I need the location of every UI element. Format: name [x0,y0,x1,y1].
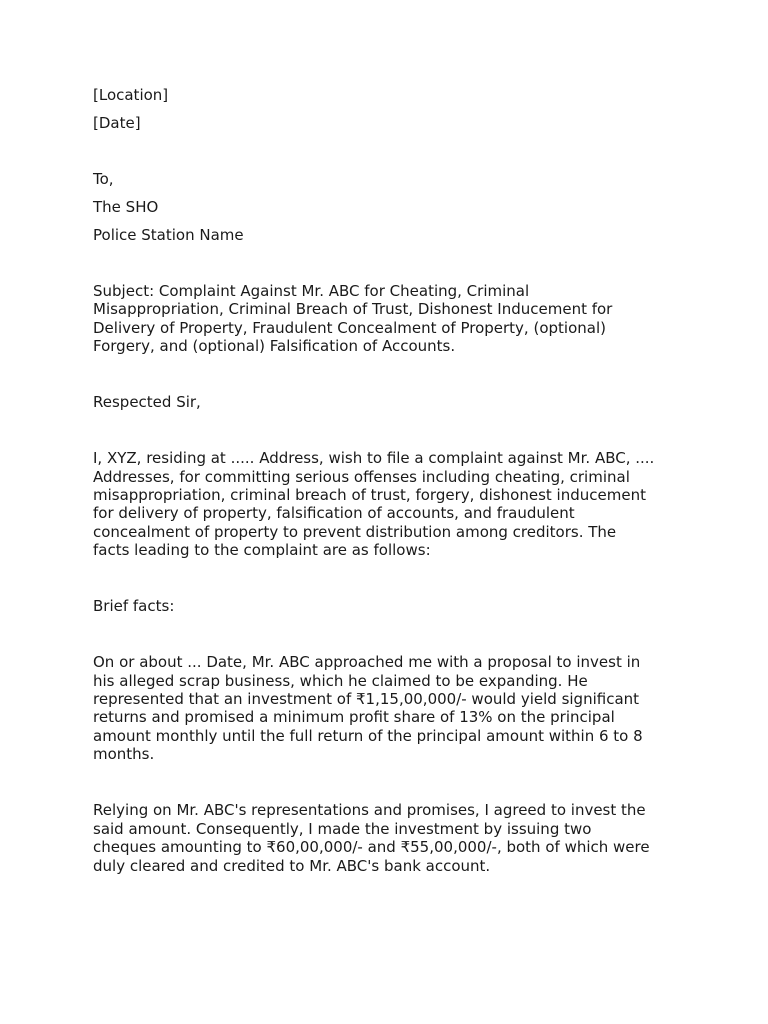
fact-1-line: On or about ... Date, Mr. ABC approached me with a proposal to invest in [93,653,641,672]
intro-line: facts leading to the complaint are as follows: [93,541,431,560]
fact-1-paragraph [93,653,688,763]
fact-2-paragraph [93,801,688,875]
fact-1-line: amount monthly until the full return of the principal amount within 6 to 8 [93,726,643,745]
intro-line: Addresses, for committing serious offenses including cheating, criminal [93,467,630,486]
fact-2-line: said amount. Consequently, I made the investment by issuing two [93,819,592,838]
recipient-to: To, [93,170,114,188]
brief-facts-heading: Brief facts: [93,597,175,616]
fact-1-line: returns and promised a minimum profit share of 13% on the principal [93,708,615,727]
location-line: [Location] [93,86,169,104]
fact-2-line: Relying on Mr. ABC's representations and promises, I agreed to invest the [93,801,646,820]
intro-paragraph [93,449,688,559]
intro-line: concealment of property to prevent distribution among creditors. The [93,522,617,541]
fact-1-line: represented that an investment of ₹1,15,00,000/- would yield significant [93,690,640,709]
salutation: Respected Sir, [93,393,201,412]
fact-1-line: his alleged scrap business, which he claimed to be expanding. He [93,671,588,690]
subject-line: Delivery of Property, Fraudulent Concealment of Property, (optional) [93,318,606,337]
subject-line: Misappropriation, Criminal Breach of Trust, Dishonest Inducement for [93,300,613,319]
subject-paragraph [93,282,688,356]
fact-1-line: months. [93,745,155,764]
intro-line: misappropriation, criminal breach of trust, forgery, dishonest inducement [93,486,646,505]
subject-line: Forgery, and (optional) Falsification of Accounts. [93,337,456,356]
date-line: [Date] [93,114,141,132]
subject-line: Subject: Complaint Against Mr. ABC for Cheating, Criminal [93,282,530,300]
intro-line: I, XYZ, residing at ..... Address, wish to file a complaint against Mr. ABC, .... [93,449,655,468]
fact-2-line: cheques amounting to ₹60,00,000/- and ₹55,00,000/-, both of which were [93,838,650,857]
fact-2-line: duly cleared and credited to Mr. ABC's bank account. [93,856,491,875]
recipient-station: Police Station Name [93,226,244,244]
recipient-designation: The SHO [93,198,159,216]
intro-line: for delivery of property, falsification of accounts, and fraudulent [93,504,575,523]
